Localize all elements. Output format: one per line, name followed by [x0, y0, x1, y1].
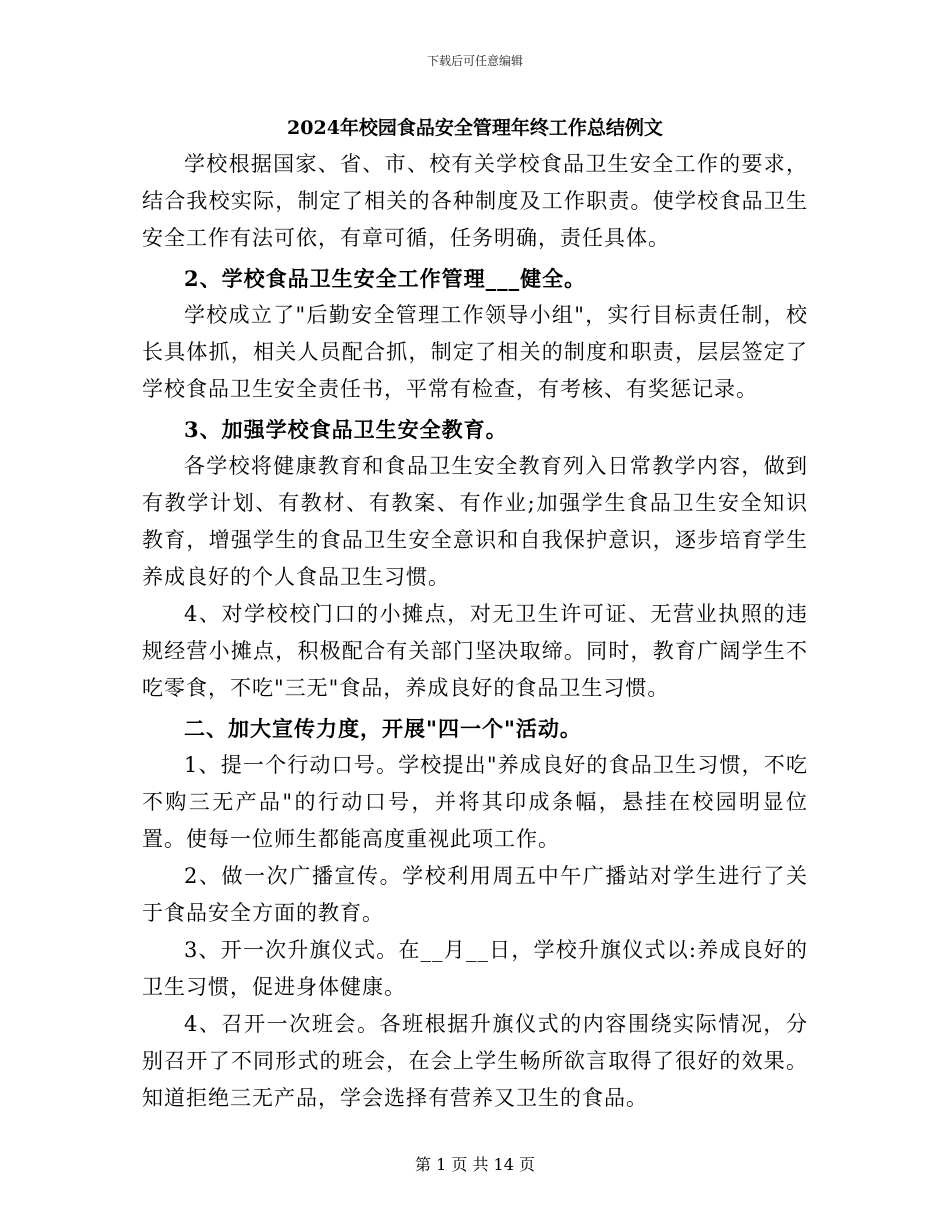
header-note: 下载后可任意编辑 — [426, 54, 523, 68]
paragraph-management: 学校成立了"后勤安全管理工作领导小组"，实行目标责任制，校长具体抓，相关人员配合抓，制定了相关的制度和职责，层层签定了学校食品卫生安全责任书，平常有检查，有考核、有奖惩记录。 — [142, 303, 808, 401]
document-title: 2024年校园食品安全管理年终工作总结例文 — [287, 117, 663, 139]
paragraph-flag-ceremony: 3、开一次升旗仪式。在__月__日，学校升旗仪式以:养成良好的卫生习惯，促进身体健康。 — [142, 938, 808, 999]
document-body — [142, 146, 808, 1117]
section-heading-3: 3、加强学校食品卫生安全教育。 — [184, 417, 508, 442]
paragraph-education: 各学校将健康教育和食品卫生安全教育列入日常教学内容，做到有教学计划、有教材、有教案、有作业;加强学生食品卫生安全知识教育，增强学生的食品卫生安全意识和自我保护意识，逐步培育学生养成良好的个人食品卫生习惯。 — [142, 454, 808, 589]
section-heading-2: 2、学校食品卫生安全工作管理___健全。 — [184, 266, 587, 291]
paragraph-broadcast: 2、做一次广播宣传。学校利用周五中午广播站对学生进行了关于食品安全方面的教育。 — [142, 864, 808, 925]
paragraph-vendors: 4、对学校校门口的小摊点，对无卫生许可证、无营业执照的违规经营小摊点，积极配合有关部门坚决取缔。同时，教育广阔学生不吃零食，不吃"三无"食品，养成良好的食品卫生习惯。 — [142, 602, 808, 700]
paragraph-intro: 学校根据国家、省、市、校有关学校食品卫生安全工作的要求，结合我校实际，制定了相关的各种制度及工作职责。使学校食品卫生安全工作有法可依，有章可循，任务明确，责任具体。 — [142, 152, 808, 250]
section-heading-publicity: 二、加大宣传力度，开展"四一个"活动。 — [184, 716, 582, 741]
page-number-footer: 第 1 页 共 14 页 — [415, 1155, 535, 1174]
paragraph-class-meeting: 4、召开一次班会。各班根据升旗仪式的内容围绕实际情况，分别召开了不同形式的班会，在会上学生畅所欲言取得了很好的效果。知道拒绝三无产品，学会选择有营养又卫生的食品。 — [142, 1012, 808, 1110]
paragraph-slogan: 1、提一个行动口号。学校提出"养成良好的食品卫生习惯，不吃不购三无产品"的行动口号，并将其印成条幅，悬挂在校园明显位置。使每一位师生都能高度重视此项工作。 — [142, 753, 808, 851]
